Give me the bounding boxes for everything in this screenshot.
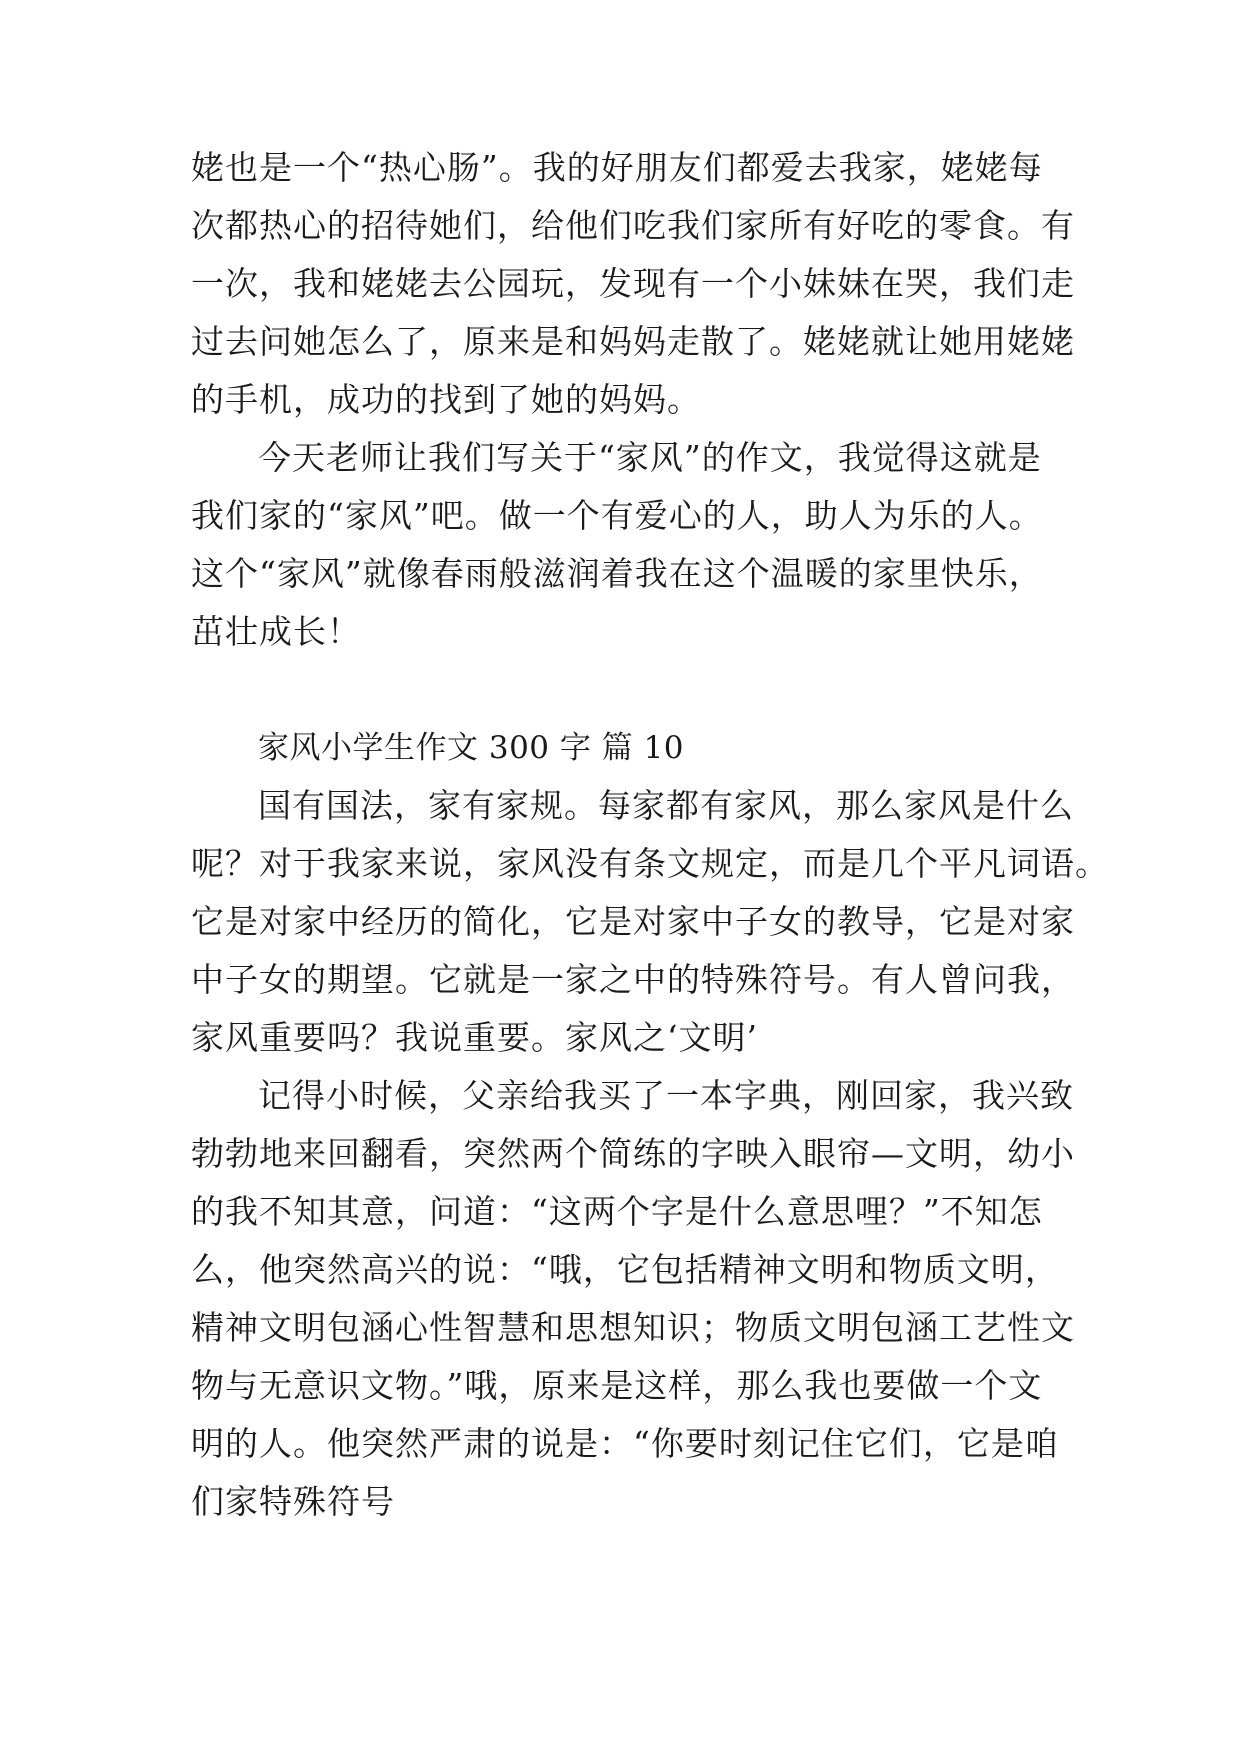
section-paragraph-1-line-4: 中子女的期望。它就是一家之中的特殊符号。有人曾问我， — [191, 960, 1075, 999]
section-paragraph-1-line-1: 国有国法，家有家规。每家都有家风，那么家风是什么 — [258, 786, 1074, 825]
section-title: 家风小学生作文 300 字 篇 10 — [258, 730, 685, 766]
paragraph-1-line-5: 的手机，成功的找到了她的妈妈。 — [191, 380, 701, 419]
paragraph-2-line-3: 这个“家风”就像春雨般滋润着我在这个温暖的家里快乐， — [191, 554, 1043, 593]
section-paragraph-2-line-1: 记得小时候，父亲给我买了一本字典，刚回家，我兴致 — [258, 1076, 1074, 1115]
section-paragraph-2-line-2: 勃勃地来回翻看，突然两个简练的字映入眼帘—文明，幼小 — [191, 1134, 1075, 1173]
paragraph-1-line-2: 次都热心的招待她们，给他们吃我们家所有好吃的零食。有 — [191, 206, 1075, 245]
paragraph-1-line-3: 一次，我和姥姥去公园玩，发现有一个小妹妹在哭，我们走 — [191, 264, 1075, 303]
paragraph-1-line-4: 过去问她怎么了，原来是和妈妈走散了。姥姥就让她用姥姥 — [191, 322, 1075, 361]
section-paragraph-2-line-5: 精神文明包涵心性智慧和思想知识；物质文明包涵工艺性文 — [191, 1308, 1075, 1347]
section-paragraph-2-line-7: 明的人。他突然严肃的说是：“你要时刻记住它们，它是咱 — [191, 1424, 1059, 1463]
paragraph-2-line-2: 我们家的“家风”吧。做一个有爱心的人，助人为乐的人。 — [191, 496, 1043, 535]
section-paragraph-1-line-2: 呢？对于我家来说，家风没有条文规定，而是几个平凡词语。 — [191, 844, 1109, 883]
section-paragraph-2-line-6: 物与无意识文物。”哦，原来是这样，那么我也要做一个文 — [191, 1366, 1043, 1405]
section-paragraph-2-line-8: 们家特殊符号 — [191, 1482, 395, 1521]
paragraph-2-line-4: 茁壮成长！ — [191, 612, 361, 651]
paragraph-1-line-1: 姥也是一个“热心肠”。我的好朋友们都爱去我家，姥姥每 — [191, 148, 1043, 187]
section-paragraph-1-line-3: 它是对家中经历的简化，它是对家中子女的教导，它是对家 — [191, 902, 1075, 941]
section-paragraph-2-line-4: 么，他突然高兴的说：“哦，它包括精神文明和物质文明， — [191, 1250, 1059, 1289]
section-paragraph-1-line-5: 家风重要吗？我说重要。家风之‘文明’ — [191, 1018, 758, 1057]
section-paragraph-2-line-3: 的我不知其意，问道：“这两个字是什么意思哩？”不知怎 — [191, 1192, 1043, 1231]
paragraph-2-line-1: 今天老师让我们写关于“家风”的作文，我觉得这就是 — [258, 438, 1042, 477]
